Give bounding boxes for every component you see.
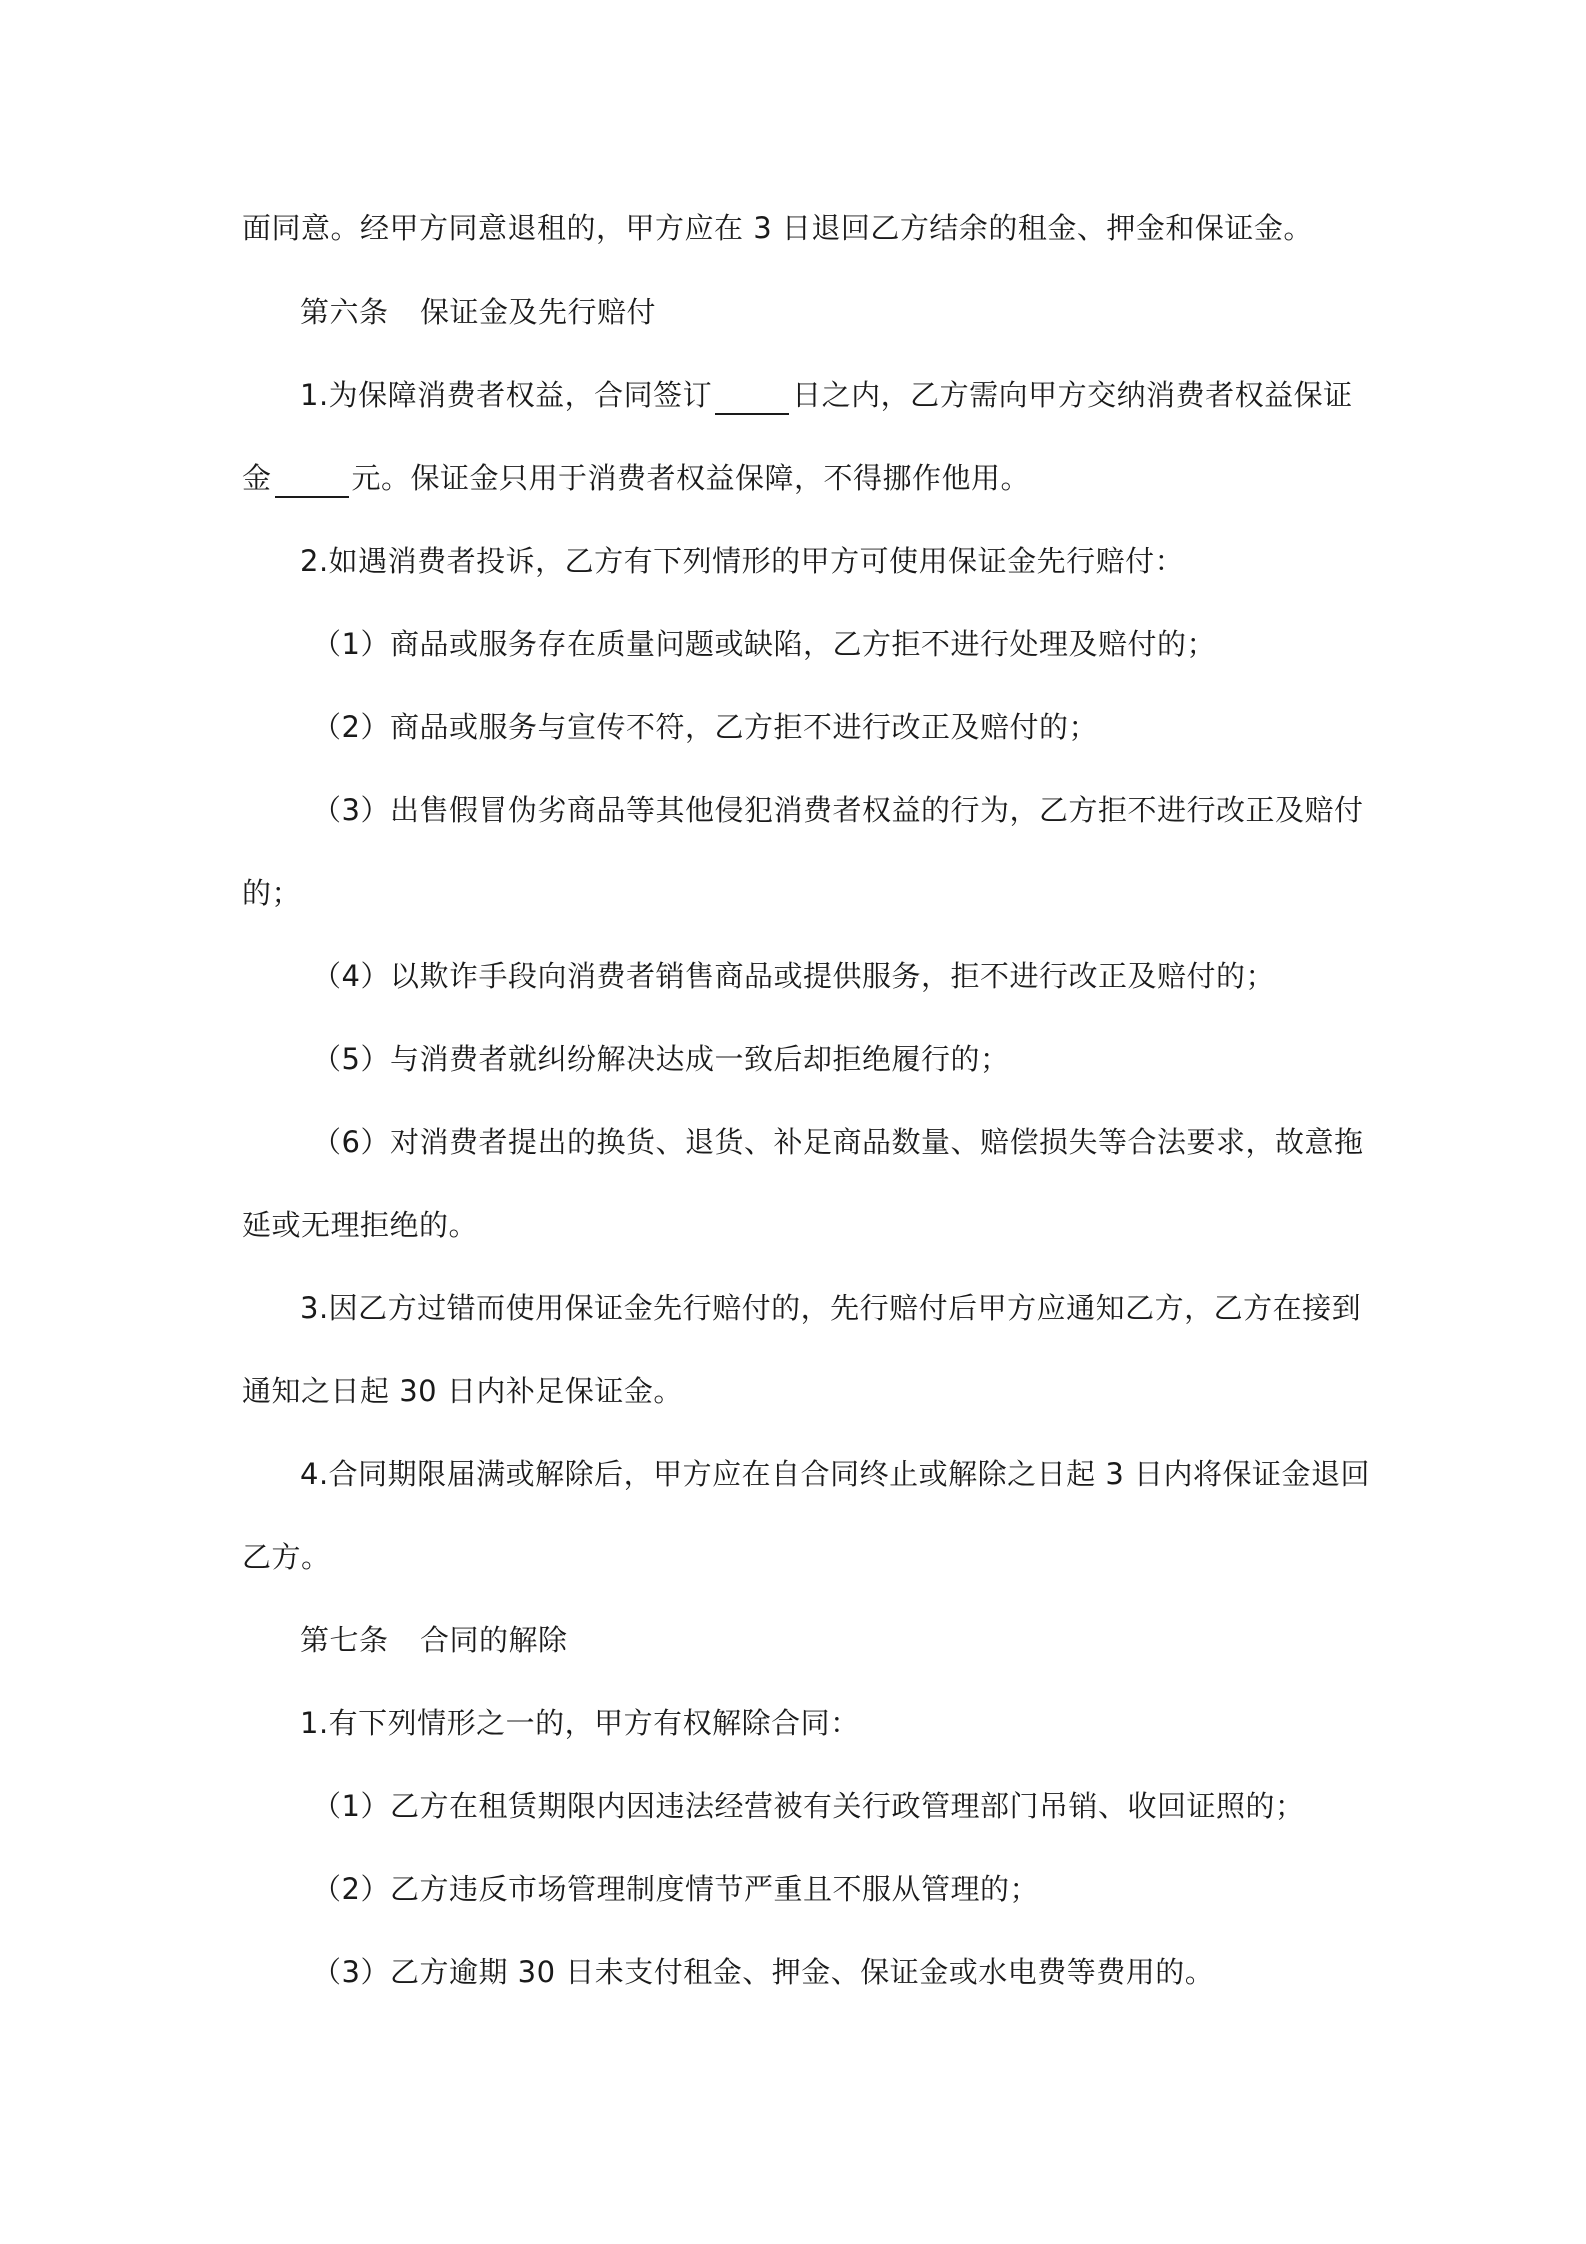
paragraph-line: 4.合同期限届满或解除后，甲方应在自合同终止或解除之日起 3 日内将保证金退回 <box>300 1457 1371 1491</box>
text-segment: 金 <box>242 461 272 495</box>
paragraph-line: 3.因乙方过错而使用保证金先行赔付的，先行赔付后甲方应通知乙方，乙方在接到 <box>300 1291 1362 1325</box>
paragraph-line: 面同意。经甲方同意退租的，甲方应在 3 日退回乙方结余的租金、押金和保证金。 <box>242 211 1313 245</box>
text-segment: 日之内，乙方需向甲方交纳消费者权益保证 <box>792 378 1353 412</box>
list-item: （2）乙方违反市场管理制度情节严重且不服从管理的； <box>312 1872 1039 1906</box>
section-number: 第七条 <box>300 1623 389 1657</box>
section-number: 第六条 <box>300 295 389 329</box>
text-segment: 1.为保障消费者权益，合同签订 <box>300 378 713 412</box>
section-title: 合同的解除 <box>420 1623 568 1657</box>
list-item: （6）对消费者提出的换货、退货、补足商品数量、赔偿损失等合法要求，故意拖 <box>312 1125 1364 1159</box>
list-item: （4）以欺诈手段向消费者销售商品或提供服务，拒不进行改正及赔付的； <box>312 959 1275 993</box>
section-heading <box>300 1620 568 1660</box>
fill-in-blank <box>275 466 349 498</box>
paragraph-line: 乙方。 <box>242 1540 331 1574</box>
list-item: （1）乙方在租赁期限内因违法经营被有关行政管理部门吊销、收回证照的； <box>312 1789 1305 1823</box>
list-item: （3）出售假冒伪劣商品等其他侵犯消费者权益的行为，乙方拒不进行改正及赔付 <box>312 793 1364 827</box>
paragraph-line <box>242 458 1030 498</box>
paragraph-line: 2.如遇消费者投诉，乙方有下列情形的甲方可使用保证金先行赔付： <box>300 544 1185 578</box>
paragraph-line <box>300 375 1353 415</box>
list-item: （3）乙方逾期 30 日未支付租金、押金、保证金或水电费等费用的。 <box>312 1955 1215 1989</box>
list-item: （1）商品或服务存在质量问题或缺陷，乙方拒不进行处理及赔付的； <box>312 627 1216 661</box>
text-segment: 元。保证金只用于消费者权益保障，不得挪作他用。 <box>351 461 1031 495</box>
paragraph-line: 通知之日起 30 日内补足保证金。 <box>242 1374 683 1408</box>
section-heading <box>300 292 656 332</box>
list-item: （5）与消费者就纠纷解决达成一致后却拒绝履行的； <box>312 1042 1010 1076</box>
section-title: 保证金及先行赔付 <box>420 295 657 329</box>
list-item-continuation: 延或无理拒绝的。 <box>242 1208 479 1242</box>
fill-in-blank <box>715 383 789 415</box>
paragraph-line: 1.有下列情形之一的，甲方有权解除合同： <box>300 1706 860 1740</box>
list-item-continuation: 的； <box>242 876 302 910</box>
list-item: （2）商品或服务与宣传不符，乙方拒不进行改正及赔付的； <box>312 710 1098 744</box>
